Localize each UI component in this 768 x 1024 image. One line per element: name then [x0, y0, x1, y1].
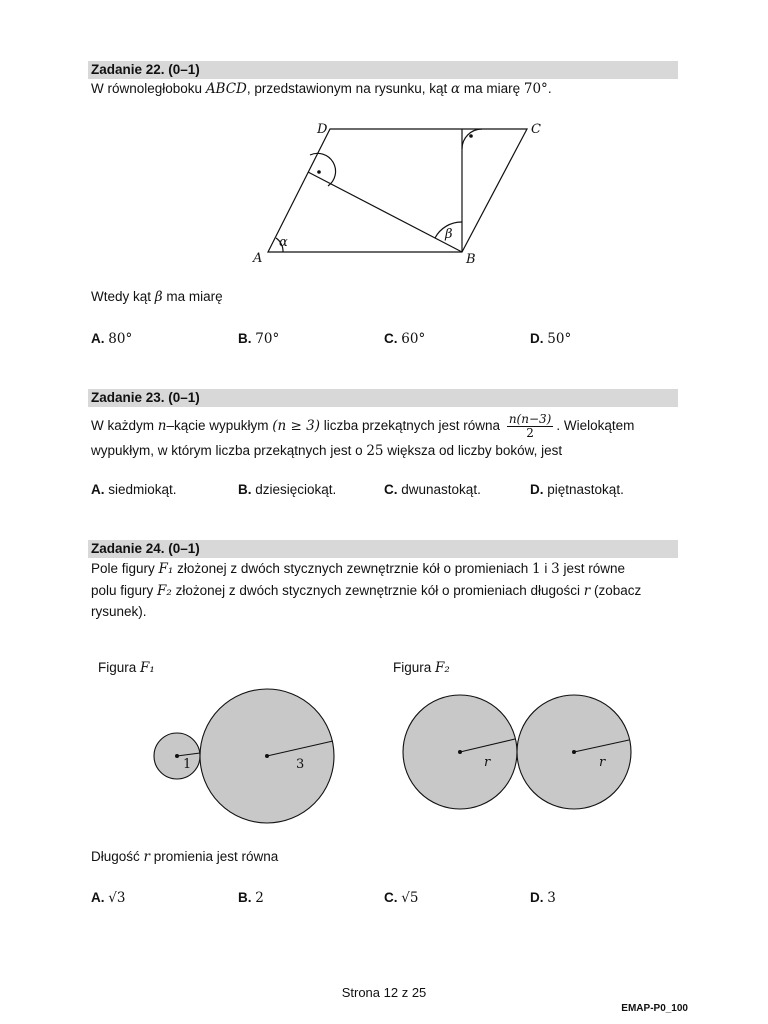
- answer-value: piętnastokąt.: [547, 482, 624, 497]
- intro-text: .: [547, 81, 552, 96]
- answer-letter: A.: [91, 482, 105, 497]
- radius-value: 3: [551, 561, 560, 577]
- answer-value: 50°: [547, 331, 572, 347]
- task-text: Pole figury: [91, 561, 159, 576]
- task-text: jest równe: [559, 561, 625, 576]
- beta-label: β: [445, 227, 453, 242]
- task-text: W każdym: [91, 418, 158, 433]
- task24-answer-c[interactable]: [384, 890, 418, 906]
- condition: (n ≥ 3): [272, 418, 320, 434]
- vertex-c-label: C: [531, 122, 541, 137]
- caption-text: Figura: [393, 660, 436, 675]
- n-symbol: n: [157, 418, 167, 434]
- center-r-left: [458, 750, 462, 754]
- f2-symbol: F₂: [157, 583, 172, 599]
- vertex-a-label: A: [253, 251, 263, 266]
- intro-text: W równoległoboku: [91, 81, 206, 96]
- task22-header: Zadanie 22. (0–1): [88, 61, 678, 79]
- radius-big-label: 3: [296, 757, 305, 772]
- question-text: Długość: [91, 849, 144, 864]
- answer-letter: B.: [238, 331, 252, 346]
- answer-letter: A.: [91, 890, 105, 905]
- radius-value: 1: [532, 561, 541, 577]
- question-text: Wtedy kąt: [91, 289, 155, 304]
- task-text: –kącie wypukłym: [166, 418, 273, 433]
- answer-letter: C.: [384, 331, 398, 346]
- task-text: polu figury: [91, 583, 158, 598]
- task-text: złożonej z dwóch stycznych zewnętrznie kół o promieniach długości: [171, 583, 584, 598]
- task24-answer-b[interactable]: [238, 890, 264, 906]
- beta-symbol: β: [154, 289, 163, 305]
- answer-value: 3: [547, 890, 556, 906]
- angle-value: 70°: [523, 81, 548, 97]
- task-text: (zobacz: [590, 583, 642, 598]
- answer-value: 60°: [401, 331, 426, 347]
- f2-symbol: F₂: [435, 660, 450, 676]
- r-symbol: r: [583, 583, 591, 599]
- number-25: 25: [366, 443, 384, 459]
- task23-header: Zadanie 23. (0–1): [88, 389, 678, 407]
- task24-answer-a[interactable]: [91, 890, 125, 906]
- task-text: liczba przekątnych jest równa: [319, 418, 504, 433]
- answer-value: √3: [108, 890, 126, 906]
- vertex-b-label: B: [466, 252, 476, 267]
- formula-denominator: 2: [526, 425, 534, 440]
- answer-letter: D.: [530, 331, 544, 346]
- radius-r-right-label: r: [599, 755, 606, 770]
- answer-value: √5: [401, 890, 419, 906]
- f1-symbol: F₁: [158, 561, 174, 577]
- formula-numerator: n(n−3): [508, 411, 552, 426]
- alpha-symbol: α: [450, 81, 461, 97]
- answer-letter: B.: [238, 482, 252, 497]
- vertex-d-label: D: [317, 122, 328, 137]
- answer-letter: C.: [384, 482, 398, 497]
- parallelogram-name: ABCD: [205, 81, 247, 97]
- center-big: [265, 754, 269, 758]
- answer-value: 70°: [255, 331, 280, 347]
- page-number: Strona 12 z 25: [341, 985, 427, 1000]
- answer-letter: D.: [530, 482, 544, 497]
- answer-letter: B.: [238, 890, 252, 905]
- answer-value: dwunastokąt.: [401, 482, 481, 497]
- r-symbol: r: [143, 849, 150, 865]
- task24-question: [91, 847, 278, 867]
- answer-value: siedmiokąt.: [108, 482, 177, 497]
- task-text: wypukłym, w którym liczba przekątnych jest o: [91, 443, 367, 458]
- question-text: ma miarę: [162, 289, 223, 304]
- task-text: . Wielokątem: [556, 418, 635, 433]
- task24-answer-d[interactable]: [530, 890, 556, 906]
- answer-letter: A.: [91, 331, 105, 346]
- answer-value: 2: [255, 890, 264, 906]
- intro-text: ma miarę: [460, 81, 524, 96]
- f1-symbol: F₁: [140, 660, 155, 676]
- answer-letter: C.: [384, 890, 398, 905]
- exam-code: EMAP-P0_100: [621, 1003, 688, 1014]
- task24-header: Zadanie 24. (0–1): [88, 540, 678, 558]
- answer-value: 80°: [108, 331, 133, 347]
- intro-text: , przedstawionym na rysunku, kąt: [246, 81, 451, 96]
- task24-line3: rysunek).: [91, 604, 147, 619]
- task-text: złożonej z dwóch stycznych zewnętrznie kół o promieniach: [173, 561, 532, 576]
- answer-value: dziesięciokąt.: [255, 482, 337, 497]
- task-text: i: [540, 561, 552, 576]
- caption-text: Figura: [98, 660, 141, 675]
- radius-r-left-label: r: [484, 755, 491, 770]
- center-small: [175, 754, 179, 758]
- task-text: większa od liczby boków, jest: [383, 443, 563, 458]
- question-text: promienia jest równa: [150, 849, 279, 864]
- center-r-right: [572, 750, 576, 754]
- radius-small-label: 1: [183, 757, 192, 772]
- alpha-label: α: [279, 235, 288, 250]
- answer-letter: D.: [530, 890, 544, 905]
